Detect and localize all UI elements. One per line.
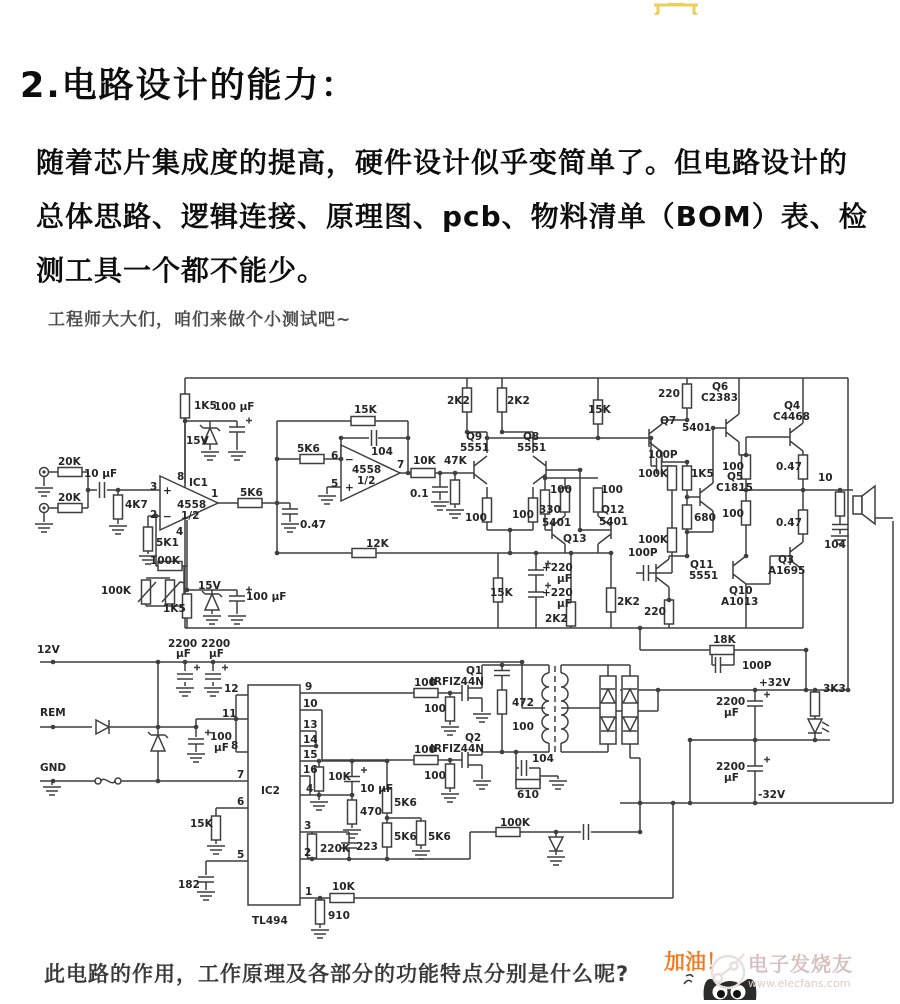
svg-text:−: − (163, 511, 172, 523)
svg-text:15V: 15V (186, 435, 209, 447)
svg-text:5401: 5401 (599, 516, 629, 528)
svg-text:15K: 15K (588, 404, 611, 416)
svg-text:9: 9 (305, 681, 313, 693)
page-title: 2.电路设计的能力： (20, 66, 358, 106)
svg-text:10K: 10K (413, 455, 436, 467)
svg-text:Q9: Q9 (466, 431, 483, 443)
svg-text:10 µF: 10 µF (84, 468, 118, 480)
svg-text:µF: µF (724, 707, 739, 719)
svg-text:0.47: 0.47 (776, 461, 802, 473)
svg-text:5551: 5551 (689, 570, 719, 582)
svg-text:5401: 5401 (542, 517, 572, 529)
svg-text:100: 100 (722, 461, 744, 473)
svg-text:2200: 2200 (716, 761, 746, 773)
svg-text:2K2: 2K2 (545, 613, 568, 625)
svg-text:100: 100 (512, 721, 534, 733)
svg-text:1: 1 (211, 488, 219, 500)
svg-text:5: 5 (237, 849, 245, 861)
svg-text:100K: 100K (638, 534, 669, 546)
svg-text:100: 100 (414, 677, 436, 689)
svg-text:4558: 4558 (352, 464, 382, 476)
svg-text:100K: 100K (150, 555, 181, 567)
svg-text:Q3: Q3 (778, 554, 795, 566)
svg-text:3: 3 (150, 481, 158, 493)
svg-text:20K: 20K (58, 492, 81, 504)
svg-text:220K: 220K (320, 843, 351, 855)
svg-text:Q10: Q10 (729, 585, 753, 597)
svg-text:IC1: IC1 (189, 477, 208, 489)
svg-text:3: 3 (304, 820, 312, 832)
svg-text:100K: 100K (638, 468, 669, 480)
svg-text:5401: 5401 (682, 422, 712, 434)
svg-text:220: 220 (658, 388, 680, 400)
svg-text:−: − (345, 454, 354, 466)
watermark-url: www.elecfans.com (748, 977, 851, 990)
svg-text:2200: 2200 (168, 638, 198, 650)
svg-text:Q1: Q1 (466, 665, 483, 677)
svg-text:330: 330 (539, 504, 561, 516)
svg-text:10K: 10K (332, 881, 355, 893)
svg-text:104: 104 (371, 446, 393, 458)
svg-text:100K: 100K (101, 585, 132, 597)
svg-text:15: 15 (303, 749, 318, 761)
svg-text:µF: µF (176, 648, 191, 660)
svg-text:5K6: 5K6 (240, 487, 263, 499)
svg-text:5K6: 5K6 (428, 831, 451, 843)
svg-text:5551: 5551 (460, 442, 490, 454)
svg-text:12K: 12K (366, 538, 389, 550)
svg-text:4: 4 (306, 783, 314, 795)
svg-text:7: 7 (397, 459, 405, 471)
svg-text:Q7: Q7 (660, 415, 677, 427)
svg-text:2K2: 2K2 (617, 596, 640, 608)
svg-text:4: 4 (176, 526, 184, 538)
svg-text:C2383: C2383 (701, 392, 738, 404)
svg-text:100: 100 (550, 484, 572, 496)
svg-text:-32V: -32V (758, 789, 786, 801)
svg-text:10: 10 (818, 472, 833, 484)
svg-text:20K: 20K (58, 456, 81, 468)
watermark-brand: 电子发烧友 (748, 952, 853, 976)
svg-text:100: 100 (465, 512, 487, 524)
svg-text:2200: 2200 (716, 696, 746, 708)
svg-text:104: 104 (532, 753, 554, 765)
svg-text:100P: 100P (628, 547, 658, 559)
svg-text:182: 182 (178, 879, 200, 891)
svg-text:+32V: +32V (759, 677, 791, 689)
svg-text:1K5: 1K5 (163, 603, 186, 615)
svg-text:910: 910 (328, 910, 350, 922)
svg-text:2200: 2200 (201, 638, 231, 650)
svg-text:5: 5 (331, 478, 339, 490)
svg-text:5K6: 5K6 (394, 831, 417, 843)
svg-text:100: 100 (424, 770, 446, 782)
svg-text:100K: 100K (500, 817, 531, 829)
svg-text:1: 1 (305, 886, 313, 898)
svg-text:15K: 15K (354, 404, 377, 416)
svg-text:IRFIZ44N: IRFIZ44N (430, 743, 485, 755)
svg-text:0.47: 0.47 (776, 517, 802, 529)
svg-text:+220: +220 (542, 587, 573, 599)
svg-text:100P: 100P (648, 449, 678, 461)
svg-text:A1013: A1013 (721, 596, 759, 608)
svg-text:0.1: 0.1 (410, 488, 429, 500)
svg-text:6: 6 (237, 796, 245, 808)
svg-text:15V: 15V (198, 580, 221, 592)
svg-text:Q2: Q2 (465, 732, 482, 744)
elecfans-logo-icon (706, 950, 750, 998)
svg-text:100: 100 (210, 731, 232, 743)
svg-text:8: 8 (231, 740, 239, 752)
svg-text:8: 8 (177, 471, 185, 483)
svg-text:10: 10 (303, 698, 318, 710)
svg-text:610: 610 (517, 789, 539, 801)
svg-text:470: 470 (360, 806, 382, 818)
svg-text:4558: 4558 (177, 499, 207, 511)
svg-text:µF: µF (557, 573, 572, 585)
svg-text:µF: µF (557, 598, 572, 610)
svg-text:6: 6 (331, 450, 339, 462)
svg-text:2: 2 (150, 509, 158, 521)
svg-text:1K5: 1K5 (691, 468, 714, 480)
svg-text:104: 104 (824, 539, 846, 551)
svg-text:+: + (163, 485, 172, 497)
svg-text:12: 12 (224, 683, 239, 695)
svg-text:472: 472 (512, 697, 534, 709)
svg-text:+220: +220 (542, 562, 573, 574)
svg-text:Q11: Q11 (690, 559, 714, 571)
svg-text:223: 223 (356, 841, 378, 853)
svg-text:100: 100 (414, 744, 436, 756)
svg-text:5K6: 5K6 (394, 797, 417, 809)
svg-text:14: 14 (303, 734, 318, 746)
svg-text:18K: 18K (713, 634, 736, 646)
svg-text:13: 13 (303, 719, 318, 731)
svg-text:µF: µF (209, 648, 224, 660)
svg-text:Q6: Q6 (712, 381, 729, 393)
svg-text:2: 2 (304, 847, 312, 859)
svg-text:+: + (345, 482, 354, 494)
svg-text:100: 100 (601, 484, 623, 496)
question-text: 此电路的作用，工作原理及各部分的功能特点分别是什么呢? (44, 962, 630, 986)
svg-text:220: 220 (644, 606, 666, 618)
svg-text:Q8: Q8 (523, 431, 540, 443)
svg-text:Q13: Q13 (563, 533, 587, 545)
svg-text:C1815: C1815 (716, 482, 753, 494)
svg-text:A1695: A1695 (768, 565, 806, 577)
svg-text:TL494: TL494 (252, 915, 288, 927)
speaker-icon (853, 486, 875, 524)
svg-text:4K7: 4K7 (125, 499, 148, 511)
cheer-text: 加油！ (664, 950, 727, 974)
svg-text:µF: µF (214, 742, 229, 754)
svg-text:100 µF: 100 µF (214, 401, 255, 413)
svg-text:1/2: 1/2 (181, 510, 200, 522)
svg-text:1/2: 1/2 (357, 475, 376, 487)
svg-text:GND: GND (40, 762, 67, 774)
svg-text:15K: 15K (490, 587, 513, 599)
svg-text:3K3: 3K3 (823, 683, 846, 695)
svg-text:IRFIZ44N: IRFIZ44N (430, 676, 485, 688)
svg-text:IC2: IC2 (261, 785, 280, 797)
svg-text:5K6: 5K6 (297, 443, 320, 455)
svg-text:11: 11 (222, 708, 237, 720)
svg-text:2K2: 2K2 (447, 395, 470, 407)
svg-text:100: 100 (512, 509, 534, 521)
svg-text:100: 100 (722, 508, 744, 520)
svg-text:12V: 12V (37, 644, 60, 656)
svg-text:10K: 10K (328, 771, 351, 783)
svg-text:7: 7 (237, 769, 245, 781)
svg-text:15K: 15K (190, 818, 213, 830)
svg-text:0.47: 0.47 (300, 519, 326, 531)
svg-text:Q12: Q12 (601, 504, 625, 516)
svg-text:100P: 100P (742, 660, 772, 672)
svg-text:5K1: 5K1 (156, 537, 179, 549)
svg-text:µF: µF (724, 772, 739, 784)
svg-text:100 µF: 100 µF (246, 591, 287, 603)
svg-text:680: 680 (694, 512, 716, 524)
intro-paragraph: 随着芯片集成度的提高，硬件设计似乎变简单了。但电路设计的总体思路、逻辑连接、原理图、pcb、物料清单（BOM）表、检测工具一个都不能少。 (36, 146, 868, 287)
note-text: 工程师大大们，咱们来做个小测试吧~ (48, 310, 352, 330)
svg-text:C4468: C4468 (773, 411, 810, 423)
svg-text:Q5: Q5 (727, 471, 744, 483)
svg-text:16: 16 (303, 764, 318, 776)
svg-text:47K: 47K (444, 455, 467, 467)
svg-text:100: 100 (424, 703, 446, 715)
svg-text:Q4: Q4 (784, 400, 801, 412)
svg-text:REM: REM (40, 707, 66, 719)
svg-text:5551: 5551 (517, 442, 547, 454)
svg-text:10 µF: 10 µF (360, 783, 394, 795)
watermark (748, 948, 898, 990)
svg-text:2K2: 2K2 (507, 395, 530, 407)
svg-text:1K5: 1K5 (194, 400, 217, 412)
